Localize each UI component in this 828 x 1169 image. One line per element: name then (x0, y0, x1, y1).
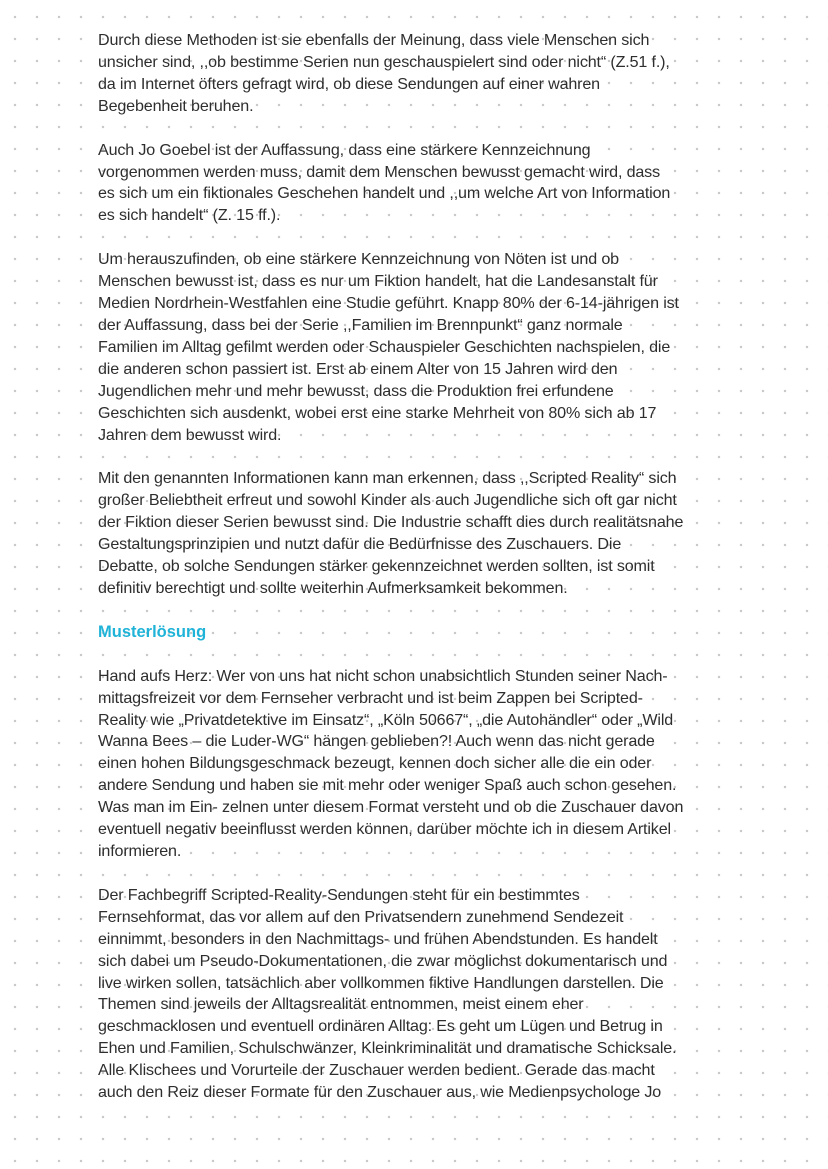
text-line: auch den Reiz dieser Formate für den Zuschauer aus, wie Medienpsychologe Jo (98, 1083, 662, 1102)
text-line: vorgenommen werden muss, damit dem Menschen bewusst gemacht wird, dass (98, 162, 660, 181)
text-line: unsicher sind, ,,ob bestimme Serien nun geschauspielert sind oder nicht“ (Z.51 f.), (98, 52, 670, 71)
text-paragraph (98, 30, 730, 118)
text-line: Wanna Bees – die Luder-WG“ hängen geblieben?! Auch wenn das nicht gerade (98, 732, 655, 751)
text-line: Ehen und Familien, Schulschwänzer, Kleinkriminalität und dramatische Schicksale. (98, 1039, 677, 1058)
text-paragraph (98, 666, 730, 863)
text-line: Medien Nordrhein-Westfahlen eine Studie geführt. Knapp 80% der 6-14-jährigen ist (98, 294, 679, 313)
text-line: Auch Jo Goebel ist der Auffassung, dass eine stärkere Kennzeichnung (98, 140, 591, 159)
text-paragraph (98, 249, 730, 446)
text-line: Menschen bewusst ist, dass es nur um Fiktion handelt, hat die Landesanstalt für (98, 272, 658, 291)
text-line: Gestaltungsprinzipien und nutzt dafür die Bedürfnisse des Zuschauers. Die (98, 535, 622, 554)
text-line: Der Fachbegriff Scripted-Reality-Sendungen steht für ein bestimmtes (98, 885, 580, 904)
text-line: Was man im Ein- zelnen unter diesem Format versteht und ob die Zuschauer davon (98, 798, 684, 817)
text-line: definitiv berechtigt und sollte weiterhin Aufmerksamkeit bekommen. (98, 578, 568, 597)
text-line: Jahren dem bewusst wird. (98, 425, 282, 444)
text-line: der Fiktion dieser Serien bewusst sind. Die Industrie schafft dies durch realitätsnahe (98, 513, 684, 532)
text-line: es sich handelt“ (Z. 15 ff.). (98, 206, 281, 225)
text-line: der Auffassung, dass bei der Serie ,,Familien im Brennpunkt“ ganz normale (98, 315, 623, 334)
text-line: Fernsehformat, das vor allem auf den Privatsendern zunehmend Sendezeit (98, 907, 624, 926)
text-line: Um herauszufinden, ob eine stärkere Kennzeichnung von Nöten ist und ob (98, 250, 619, 269)
text-line: mittagsfreizeit vor dem Fernseher verbracht und ist beim Zappen bei Scripted- (98, 688, 643, 707)
text-line: Jugendlichen mehr und mehr bewusst, dass die Produktion frei erfundene (98, 381, 614, 400)
model-solution-section (98, 666, 730, 1104)
section-heading-musterloesung: Musterlösung (98, 622, 207, 641)
text-line: Reality wie „Privatdetektive im Einsatz“, „Köln 50667“, „die Autohändler“ oder „Wild (98, 710, 674, 729)
text-line: Durch diese Methoden ist sie ebenfalls der Meinung, dass viele Menschen sich (98, 31, 650, 49)
text-line: Debatte, ob solche Sendungen stärker gekennzeichnet werden sollten, ist somit (98, 557, 655, 576)
text-line: Geschichten sich ausdenkt, wobei erst eine starke Mehrheit von 80% sich ab 17 (98, 403, 657, 422)
text-line: andere Sendung und haben sie mit mehr oder weniger Spaß auch schon gesehen. (98, 776, 677, 795)
text-line: einen hohen Bildungsgeschmack bezeugt, kennen doch sicher alle die ein oder (98, 754, 652, 773)
text-line: geschmacklosen und eventuell ordinären Alltag: Es geht um Lügen und Betrug in (98, 1017, 663, 1036)
text-line: Begebenheit beruhen. (98, 96, 254, 115)
text-line: da im Internet öfters gefragt wird, ob diese Sendungen auf einer wahren (98, 74, 600, 93)
text-paragraph (98, 468, 730, 599)
text-line: sich dabei um Pseudo-Dokumentationen, die zwar möglichst dokumentarisch und (98, 951, 668, 970)
essay-section (98, 30, 730, 600)
text-line: Alle Klischees und Vorurteile der Zuschauer werden bedient. Gerade das macht (98, 1061, 655, 1080)
text-line: großer Beliebtheit erfreut und sowohl Kinder als auch Jugendliche sich oft gar nicht (98, 491, 677, 510)
document-content (98, 30, 730, 1126)
text-line: informieren. (98, 842, 182, 860)
text-line: eventuell negativ beeinflusst werden können, darüber möchte ich in diesem Artikel (98, 820, 671, 839)
text-paragraph (98, 140, 730, 228)
text-paragraph (98, 885, 730, 1104)
text-line: es sich um ein fiktionales Geschehen handelt und ,,um welche Art von Information (98, 184, 671, 203)
text-line: die anderen schon passiert ist. Erst ab einem Alter von 15 Jahren wird den (98, 359, 618, 378)
text-line: Mit den genannten Informationen kann man erkennen, dass ,,Scripted Reality“ sich (98, 469, 677, 488)
text-line: live wirken sollen, tatsächlich aber vollkommen fiktive Handlungen darstellen. Die (98, 973, 664, 992)
text-line: Themen sind jeweils der Alltagsrealität entnommen, meist einem eher (98, 995, 584, 1014)
text-line: Hand aufs Herz: Wer von uns hat nicht schon unabsichtlich Stunden seiner Nach- (98, 666, 668, 685)
text-line: einnimmt, besonders in den Nachmittags- und frühen Abendstunden. Es handelt (98, 929, 658, 948)
text-line: Familien im Alltag gefilmt werden oder Schauspieler Geschichten nachspielen, die (98, 337, 671, 356)
